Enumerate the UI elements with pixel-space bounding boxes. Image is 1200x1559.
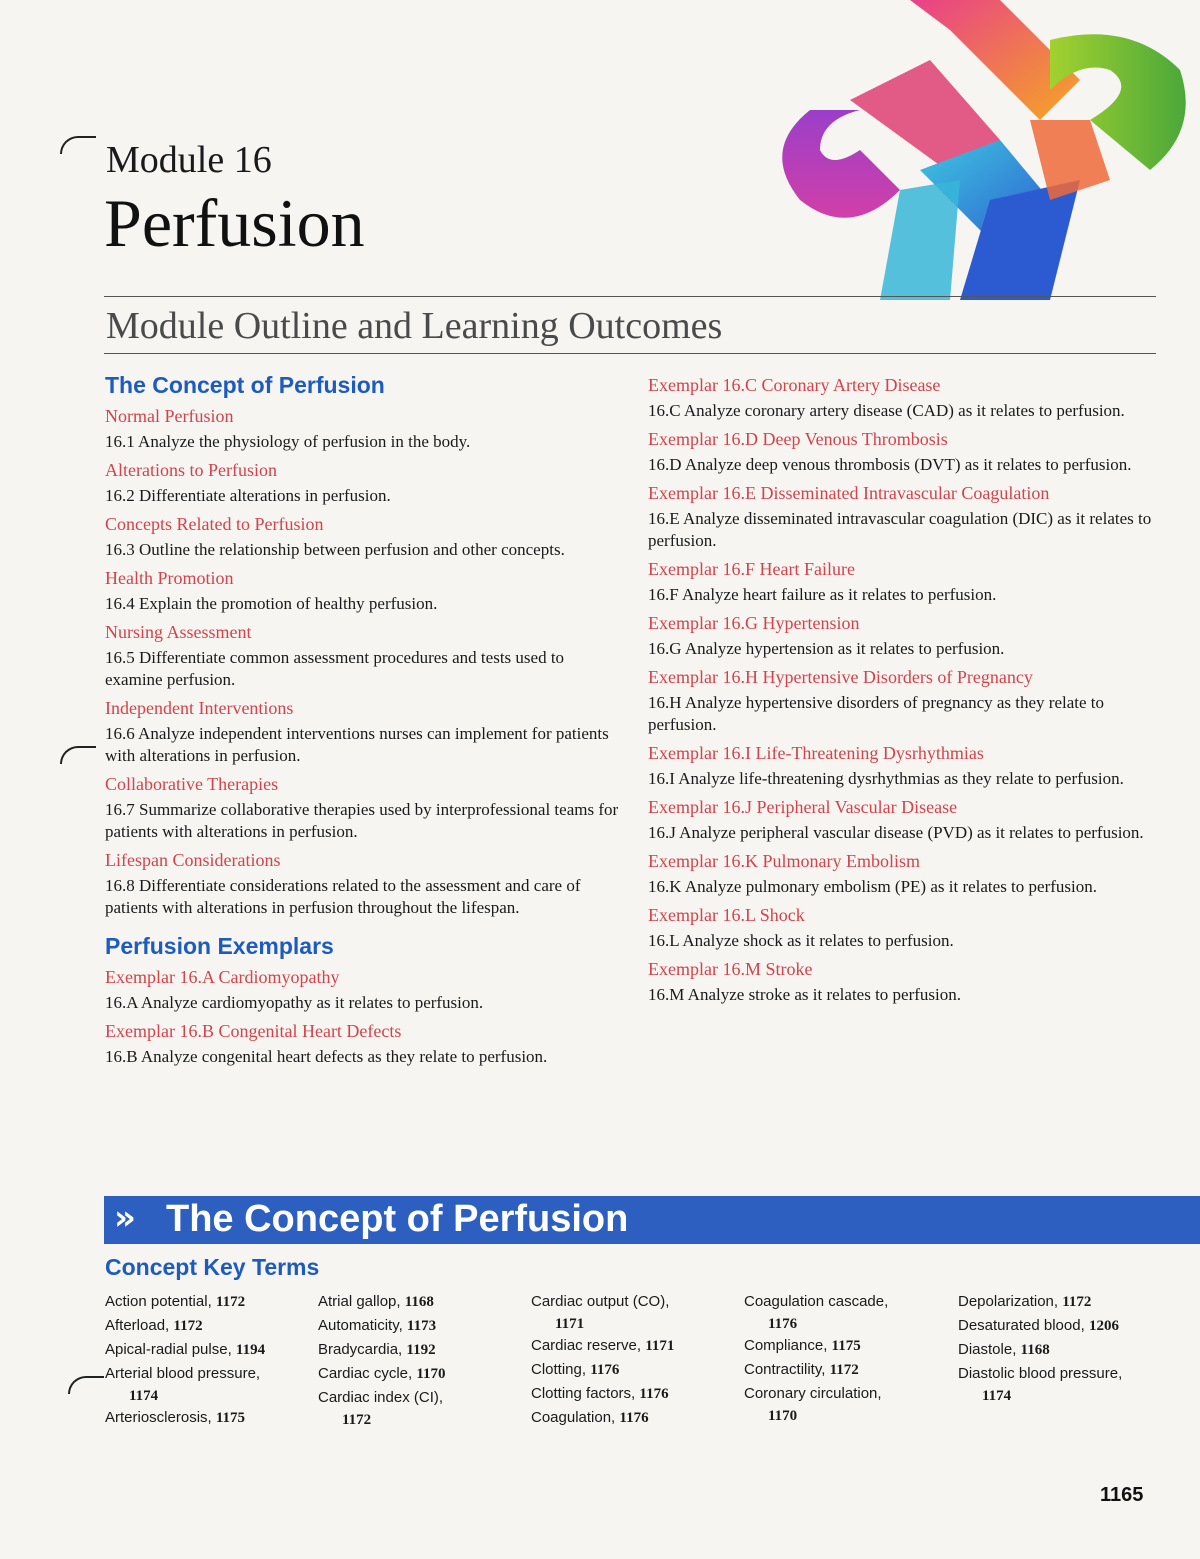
key-term-label: Coagulation cascade,	[744, 1293, 889, 1310]
key-term-label: Depolarization,	[958, 1293, 1059, 1310]
outline-item-text: 16.G Analyze hypertension as it relates to perfusion.	[648, 639, 1005, 658]
outline-item-text: 16.1 Analyze the physiology of perfusion in the body.	[105, 432, 471, 451]
key-term-label: Action potential,	[105, 1293, 212, 1310]
outline-item	[648, 482, 1160, 552]
key-term-page[interactable]: 1172	[173, 1318, 203, 1334]
outline-item-text: 16.3 Outline the relationship between perfusion and other concepts.	[105, 540, 565, 559]
right-column	[648, 374, 1160, 1012]
key-term-label: Clotting factors,	[531, 1385, 636, 1402]
key-term	[531, 1406, 736, 1430]
key-term	[318, 1290, 523, 1314]
outline-item	[648, 796, 1160, 844]
outline-item-title[interactable]: Exemplar 16.B Congenital Heart Defects	[105, 1021, 402, 1041]
key-term-page[interactable]: 1172	[1062, 1294, 1092, 1310]
outline-item-text: 16.H Analyze hypertensive disorders of pregnancy as they relate to perfusion.	[648, 693, 1105, 734]
outline-item-title[interactable]: Exemplar 16.C Coronary Artery Disease	[648, 375, 941, 395]
key-term-label: Diastolic blood pressure,	[958, 1365, 1123, 1382]
left-column	[105, 372, 625, 1074]
outline-item-title[interactable]: Collaborative Therapies	[105, 774, 279, 794]
key-term	[744, 1290, 949, 1334]
key-terms-column	[531, 1290, 736, 1430]
outline-title: Module Outline and Learning Outcomes	[106, 305, 723, 347]
key-term-page[interactable]: 1176	[619, 1410, 649, 1426]
outline-item-text: 16.4 Explain the promotion of healthy perfusion.	[105, 594, 438, 613]
outline-item-title[interactable]: Lifespan Considerations	[105, 850, 281, 870]
concept-heading: The Concept of Perfusion	[105, 372, 385, 398]
outline-item	[648, 958, 1160, 1006]
outline-item-text: 16.K Analyze pulmonary embolism (PE) as it relates to perfusion.	[648, 877, 1097, 896]
key-term-label: Afterload,	[105, 1317, 170, 1334]
outline-item-text: 16.M Analyze stroke as it relates to perfusion.	[648, 985, 962, 1004]
key-term-label: Compliance,	[744, 1337, 828, 1354]
key-term-label: Automaticity,	[318, 1317, 403, 1334]
outline-item-title[interactable]: Exemplar 16.K Pulmonary Embolism	[648, 851, 920, 871]
key-term	[531, 1358, 736, 1382]
outline-item	[105, 697, 625, 767]
outline-item-title[interactable]: Exemplar 16.H Hypertensive Disorders of Pregnancy	[648, 667, 1033, 687]
key-term-label: Coagulation,	[531, 1409, 616, 1426]
outline-item-title[interactable]: Alterations to Perfusion	[105, 460, 277, 480]
key-terms-column	[744, 1290, 949, 1426]
outline-item	[648, 612, 1160, 660]
key-term-page[interactable]: 1172	[215, 1294, 246, 1310]
outline-item	[105, 1020, 625, 1068]
key-term-page[interactable]: 1172	[829, 1362, 859, 1378]
key-term-page[interactable]: 1174	[982, 1388, 1012, 1404]
key-term-label: Desaturated blood,	[958, 1317, 1085, 1334]
outline-item-text: 16.7 Summarize collaborative therapies used by interprofessional teams for patients with alterations in perfusion.	[105, 800, 619, 841]
key-term-label: Cardiac reserve,	[531, 1337, 642, 1354]
key-term	[744, 1382, 949, 1426]
key-term-label: Atrial gallop,	[318, 1293, 401, 1310]
outline-item-title[interactable]: Exemplar 16.M Stroke	[648, 959, 813, 979]
key-term-page[interactable]: 1176	[590, 1362, 620, 1378]
outline-item-text: 16.J Analyze peripheral vascular disease (PVD) as it relates to perfusion.	[648, 823, 1144, 842]
outline-item	[648, 374, 1160, 422]
key-term-page[interactable]: 1171	[645, 1338, 675, 1354]
outline-item-title[interactable]: Exemplar 16.E Disseminated Intravascular Coagulation	[648, 483, 1050, 503]
outline-item-text: 16.5 Differentiate common assessment procedures and tests used to examine perfusion.	[105, 648, 565, 689]
module-logo-icon	[750, 0, 1200, 300]
outline-item-title[interactable]: Exemplar 16.I Life-Threatening Dysrhythmias	[648, 743, 984, 763]
outline-item-text: 16.F Analyze heart failure as it relates to perfusion.	[648, 585, 997, 604]
outline-item	[105, 849, 625, 919]
tab-mark-icon	[60, 136, 96, 154]
key-term	[744, 1358, 949, 1382]
module-label: Module 16	[106, 139, 272, 181]
key-term-label: Apical-radial pulse,	[105, 1341, 232, 1358]
key-term-page[interactable]: 1170	[768, 1408, 798, 1424]
key-term-page[interactable]: 1206	[1088, 1318, 1119, 1334]
outline-item-title[interactable]: Exemplar 16.D Deep Venous Thrombosis	[648, 429, 948, 449]
outline-item-title[interactable]: Nursing Assessment	[105, 622, 252, 642]
key-term	[958, 1362, 1158, 1406]
outline-item	[105, 966, 625, 1014]
outline-item-title[interactable]: Exemplar 16.L Shock	[648, 905, 805, 925]
outline-item	[105, 567, 625, 615]
key-term-label: Coronary circulation,	[744, 1385, 882, 1402]
key-term-label: Cardiac output (CO),	[531, 1293, 670, 1310]
outline-item	[105, 405, 625, 453]
outline-item-title[interactable]: Independent Interventions	[105, 698, 294, 718]
outline-item	[648, 742, 1160, 790]
key-term	[531, 1382, 736, 1406]
key-term	[318, 1314, 523, 1338]
key-term	[105, 1406, 310, 1430]
key-term-page[interactable]: 1176	[639, 1386, 669, 1402]
key-term	[318, 1386, 523, 1430]
exemplars-heading: Perfusion Exemplars	[105, 933, 334, 959]
outline-item	[105, 459, 625, 507]
key-term	[958, 1290, 1158, 1314]
outline-item-text: 16.E Analyze disseminated intravascular coagulation (DIC) as it relates to perfusion.	[648, 509, 1152, 550]
key-term	[105, 1314, 310, 1338]
key-term-page[interactable]: 1171	[555, 1316, 585, 1332]
key-term-page[interactable]: 1194	[235, 1342, 266, 1358]
outline-item-title[interactable]: Exemplar 16.G Hypertension	[648, 613, 860, 633]
key-term-page[interactable]: 1175	[831, 1338, 861, 1354]
key-term	[105, 1338, 310, 1362]
outline-item-title[interactable]: Exemplar 16.J Peripheral Vascular Disease	[648, 797, 958, 817]
key-term-page[interactable]: 1174	[129, 1388, 159, 1404]
outline-item-title[interactable]: Health Promotion	[105, 568, 234, 588]
outline-item	[648, 666, 1160, 736]
outline-item-title[interactable]: Normal Perfusion	[105, 406, 234, 426]
banner-title: The Concept of Perfusion	[166, 1198, 629, 1240]
outline-item-text: 16.I Analyze life-threatening dysrhythmias as they relate to perfusion.	[648, 769, 1124, 788]
key-term-label: Arterial blood pressure,	[105, 1365, 261, 1382]
outline-item-text: 16.C Analyze coronary artery disease (CAD) as it relates to perfusion.	[648, 401, 1125, 420]
outline-divider	[104, 353, 1156, 354]
key-terms-heading: Concept Key Terms	[105, 1254, 320, 1280]
key-term	[105, 1290, 310, 1314]
key-term-page[interactable]: 1173	[406, 1318, 437, 1334]
outline-item-title[interactable]: Exemplar 16.F Heart Failure	[648, 559, 855, 579]
key-term	[958, 1338, 1158, 1362]
key-terms-column	[318, 1290, 523, 1430]
outline-item	[648, 428, 1160, 476]
key-term	[318, 1362, 523, 1386]
outline-item-title[interactable]: Exemplar 16.A Cardiomyopathy	[105, 967, 340, 987]
top-divider	[104, 296, 1156, 297]
section-banner	[104, 1196, 1200, 1244]
key-term	[531, 1334, 736, 1358]
outline-item	[105, 773, 625, 843]
key-term-page[interactable]: 1192	[406, 1342, 436, 1358]
key-term-page[interactable]: 1172	[342, 1412, 372, 1428]
outline-item-text: 16.2 Differentiate alterations in perfusion.	[105, 486, 391, 505]
outline-item	[648, 904, 1160, 952]
outline-item	[648, 558, 1160, 606]
key-term	[531, 1290, 736, 1334]
key-term-page[interactable]: 1176	[768, 1316, 798, 1332]
double-chevron-right-icon: »	[114, 1198, 136, 1238]
outline-item	[648, 850, 1160, 898]
outline-item-text: 16.8 Differentiate considerations related to the assessment and care of patients with alterations in perfusion throughout the lifespan.	[105, 876, 581, 917]
key-term-label: Contractility,	[744, 1361, 826, 1378]
key-terms-column	[105, 1290, 310, 1430]
key-term	[318, 1338, 523, 1362]
key-term-label: Cardiac cycle,	[318, 1365, 413, 1382]
outline-item	[105, 621, 625, 691]
page-number: 1165	[1100, 1484, 1144, 1506]
tab-mark-icon	[60, 746, 96, 764]
outline-item-text: 16.B Analyze congenital heart defects as they relate to perfusion.	[105, 1047, 548, 1066]
key-term-label: Diastole,	[958, 1341, 1017, 1358]
outline-item-text: 16.A Analyze cardiomyopathy as it relates to perfusion.	[105, 993, 484, 1012]
key-term-label: Cardiac index (CI),	[318, 1389, 444, 1406]
key-term-label: Arteriosclerosis,	[105, 1409, 212, 1426]
outline-item-text: 16.D Analyze deep venous thrombosis (DVT) as it relates to perfusion.	[648, 455, 1132, 474]
key-term	[744, 1334, 949, 1358]
key-term-label: Bradycardia,	[318, 1341, 403, 1358]
tab-mark-icon	[68, 1376, 104, 1394]
key-term-page[interactable]: 1170	[416, 1366, 446, 1382]
key-term-page[interactable]: 1168	[1020, 1342, 1050, 1358]
module-title: Perfusion	[104, 185, 365, 261]
outline-item-text: 16.L Analyze shock as it relates to perfusion.	[648, 931, 954, 950]
key-terms-column	[958, 1290, 1158, 1406]
outline-item-title[interactable]: Concepts Related to Perfusion	[105, 514, 324, 534]
key-term	[105, 1362, 310, 1406]
key-term-label: Clotting,	[531, 1361, 587, 1378]
outline-item	[105, 513, 625, 561]
key-term-page[interactable]: 1168	[404, 1294, 434, 1310]
outline-item-text: 16.6 Analyze independent interventions nurses can implement for patients with alterations in perfusion.	[105, 724, 609, 765]
key-term-page[interactable]: 1175	[215, 1410, 246, 1426]
key-term	[958, 1314, 1158, 1338]
